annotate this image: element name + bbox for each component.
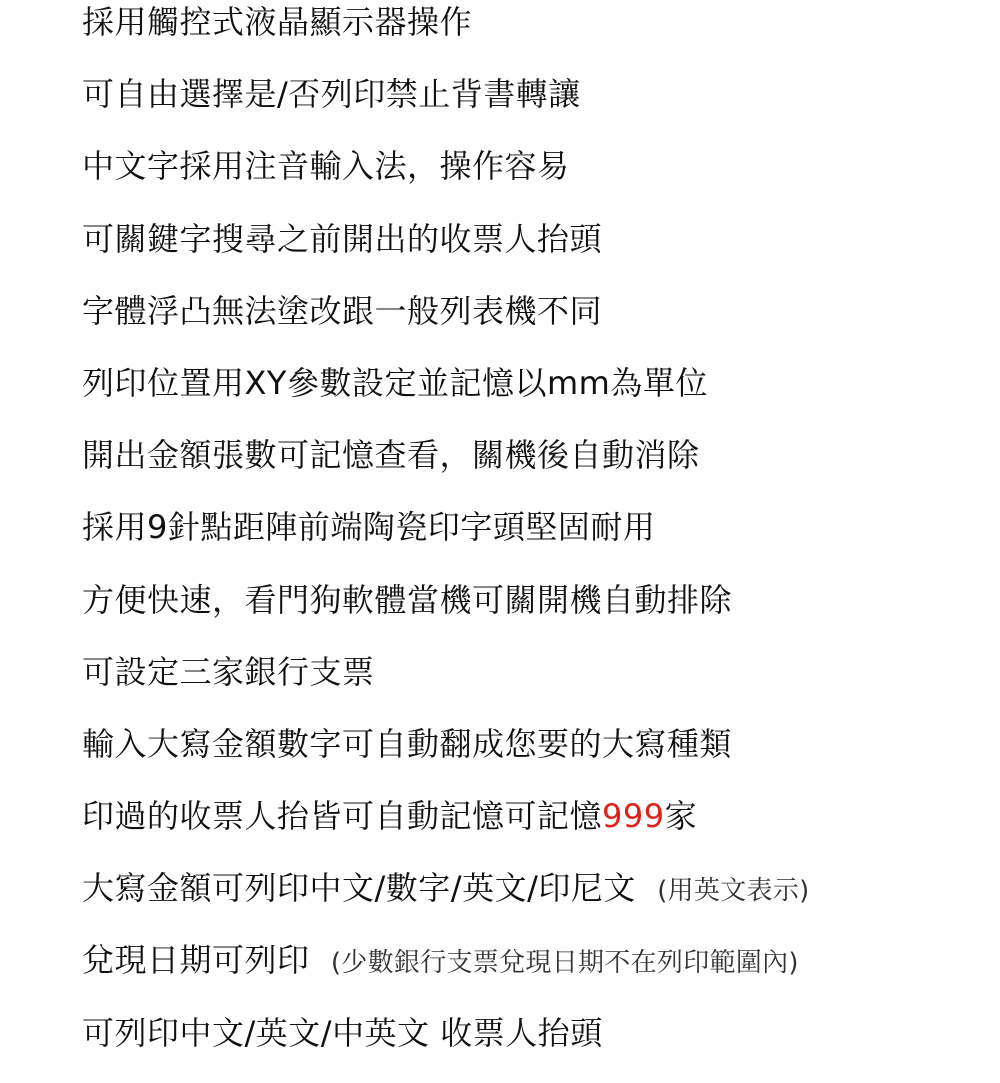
payee-memory-count: 999 <box>602 797 665 836</box>
feature-text: 中文字採用注音輸入法，操作容易 <box>82 147 570 186</box>
feature-text: 大寫金額可列印中文/數字/英文/印尼文 <box>82 869 636 908</box>
feature-line-three-banks <box>82 650 982 722</box>
feature-text: 兌現日期可列印 <box>82 941 310 980</box>
feature-line-touchscreen <box>82 0 982 72</box>
feature-text: 開出金額張數可記憶查看，關機後自動消除 <box>82 436 700 475</box>
feature-text: 可自由選擇是/否列印禁止背書轉讓 <box>82 75 581 114</box>
feature-text: 可列印中文/英文/中英文 收票人抬頭 <box>82 1013 603 1052</box>
feature-text: 印過的收票人抬皆可自動記憶可記憶 <box>82 797 603 836</box>
feature-text: 採用9針點距陣前端陶瓷印字頭堅固耐用 <box>82 508 656 547</box>
feature-text: 字體浮凸無法塗改跟一般列表機不同 <box>82 291 603 330</box>
feature-line-payee-search <box>82 217 982 289</box>
feature-text: 可關鍵字搜尋之前開出的收票人抬頭 <box>82 219 603 258</box>
feature-text: 可設定三家銀行支票 <box>82 652 375 691</box>
feature-text: 方便快速，看門狗軟體當機可關開機自動排除 <box>82 580 733 619</box>
feature-line-uppercase-amount <box>82 722 982 794</box>
feature-line-amount-languages <box>82 866 982 938</box>
feature-text: 採用觸控式液晶顯示器操作 <box>82 3 473 41</box>
feature-line-xy-position <box>82 361 982 433</box>
feature-line-endorsement <box>82 72 982 144</box>
feature-line-amount-memory <box>82 433 982 505</box>
feature-line-print-head <box>82 505 982 577</box>
feature-note: (用英文表示) <box>657 876 810 907</box>
feature-line-cash-date <box>82 938 982 1010</box>
feature-note: (少數銀行支票兌現日期不在列印範圍內) <box>330 948 799 979</box>
feature-line-payee-memory <box>82 794 982 866</box>
feature-line-watchdog <box>82 578 982 650</box>
feature-line-zhuyin-input <box>82 144 982 216</box>
feature-text-suffix: 家 <box>664 797 698 836</box>
feature-text: 輸入大寫金額數字可自動翻成您要的大寫種類 <box>82 724 733 763</box>
feature-text: 列印位置用XY參數設定並記憶以mm為單位 <box>82 363 708 402</box>
feature-line-payee-languages <box>82 1011 982 1083</box>
feature-line-embossed-font <box>82 289 982 361</box>
feature-list <box>82 0 982 1083</box>
